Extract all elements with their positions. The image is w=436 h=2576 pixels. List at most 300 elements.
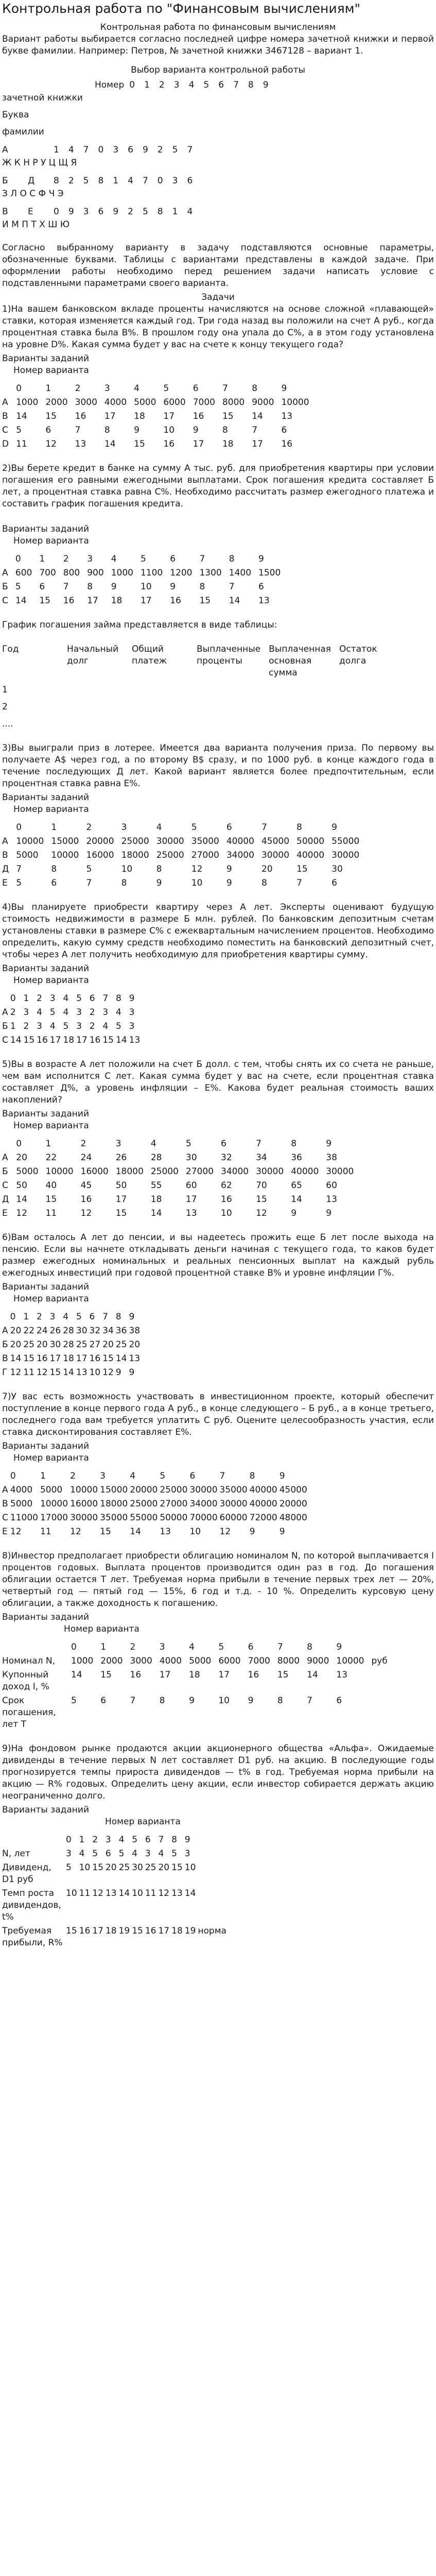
table-row: [2, 1324, 142, 1338]
table-cell: 17: [76, 1353, 88, 1364]
variant-row-values: [54, 205, 207, 219]
table-cell: 15: [256, 1194, 267, 1205]
table-cell: 10000: [40, 1499, 68, 1509]
table-cell: 16000: [80, 1166, 109, 1177]
table-cell: 11000: [10, 1513, 38, 1523]
variant-row-letters: Ж К Н Р У Ц Щ Я: [2, 158, 77, 168]
table-cell: 16: [75, 411, 86, 421]
row-label: B: [2, 411, 8, 421]
variant-value: 9: [68, 207, 74, 217]
table-cell: 4: [102, 1021, 109, 1031]
table-cell: 700: [39, 568, 56, 578]
table-header-row: [2, 1833, 229, 1847]
table-header-cell: 3: [49, 993, 56, 1004]
table-cell: 14: [252, 411, 263, 421]
schedule-empty-cell: [67, 714, 132, 731]
table-header-row: [2, 992, 142, 1006]
table-cell: 1300: [199, 568, 222, 578]
table-cell: 16000: [70, 1499, 98, 1509]
table-cell: 10: [140, 582, 152, 592]
table-cell: 1000: [16, 397, 39, 408]
table-cell: 1200: [170, 568, 193, 578]
table-cell: 12: [45, 439, 57, 449]
row-label: C: [2, 425, 8, 435]
table-cell: 17: [49, 1035, 61, 1045]
nomer-value: 2: [159, 80, 165, 90]
schedule-table: [2, 642, 404, 731]
variant-row-b: [2, 174, 434, 200]
nomer-value: 9: [263, 80, 269, 90]
table-header-cell: 9: [326, 1139, 332, 1149]
table-corner: [2, 992, 10, 1006]
task-8-text: 8)Инвестор предполагает приобрести облигацию номиналом N, по которой выплачивается I процентов годовых. Выплата процентов производится один раз в год. До погашения облигации остается T лет. Требуемая норма прибыли в течение первых трех лет — 20%, четвертый год — пятый год — 15%, 6 год и т.д. - 10 %. Определить курсовую цену облигации, а также доходность к погашению.: [2, 1551, 434, 1608]
table-row: [2, 876, 367, 890]
table-cell: 11: [45, 1208, 57, 1218]
table-cell: 12: [158, 1888, 170, 1899]
table-cell: 13: [185, 1208, 197, 1218]
table-cell: 18: [222, 439, 234, 449]
task-7-text: 7)У вас есть возможность участвовать в инвестиционном проекте, который обеспечит поступление в конце первого года А руб., в конце следующего – Б руб., а в конце третьего, последнего года вам требуется уплатить С руб. Оцените целесообразность участия, если ставка дисконтирования составляет Е%.: [2, 1392, 434, 1437]
table-header-cell: 0: [15, 554, 21, 564]
table-header-cell: 9: [279, 1471, 285, 1481]
table-row: [2, 1654, 395, 1668]
table-header-cell: 7: [102, 993, 109, 1004]
row-label: В: [2, 1353, 8, 1364]
table-cell: 15: [132, 1926, 143, 1936]
table-cell: 30000: [219, 1499, 248, 1509]
table-cell: 14: [71, 1670, 82, 1680]
table-cell: 24: [36, 1326, 48, 1336]
after-table-text: Согласно выбранному варианту в задачу подставляются основные параметры, обозначенные буквами. Таблицы с вариантами представлены в каждой задаче. При оформлении работы необходимо перед решением задачи написать условие с подставленными параметрами своего варианта.: [2, 243, 434, 289]
row-label: А: [2, 1007, 8, 1018]
table-cell: 5000: [16, 850, 39, 860]
table-cell: 55000: [130, 1513, 158, 1523]
table-header-cell: 6: [248, 1642, 254, 1652]
table-cell: 30000: [332, 850, 360, 860]
schedule-header-cell: Начальный долг: [67, 644, 119, 666]
schedule-empty-cell: [269, 714, 339, 731]
table-cell: 22: [45, 1153, 57, 1163]
table-cell: 2: [89, 1021, 95, 1031]
row-label: Д: [2, 1194, 9, 1205]
table-row: [2, 1338, 142, 1352]
table-cell: 10: [189, 1527, 201, 1537]
table-cell: 5: [15, 582, 21, 592]
table-cell: 800: [63, 568, 80, 578]
row-label: С: [2, 596, 8, 606]
table-cell: 5000: [10, 1499, 33, 1509]
table-row: [2, 1020, 142, 1033]
row-label: Купонный доход I, %: [2, 1670, 49, 1692]
variant-value: 6: [98, 207, 104, 217]
table-cell: 5000: [16, 1166, 39, 1177]
table-cell: 7: [297, 878, 302, 888]
table-cell: 15: [102, 1035, 114, 1045]
variant-value: 3: [113, 145, 119, 155]
schedule-empty-cell: [339, 714, 404, 731]
table-header-cell: 4: [111, 554, 117, 564]
table-cell: 2000: [100, 1656, 123, 1666]
table-cell: 13: [326, 1194, 337, 1205]
table-cell: 17: [252, 439, 263, 449]
table-cell: 13: [105, 1888, 117, 1899]
table-cell: 30000: [326, 1166, 354, 1177]
schedule-empty-cell: [269, 697, 339, 714]
table-cell: 9: [249, 1527, 255, 1537]
table-cell: 16000: [86, 850, 114, 860]
schedule-row: [2, 714, 404, 731]
table-cell: 16: [248, 1670, 259, 1680]
nomer-varianta-label: Номер варианта: [13, 1294, 89, 1304]
nomer-values: [129, 78, 283, 92]
row-label: Б: [2, 1021, 8, 1031]
table-cell: 9: [129, 1367, 135, 1378]
table-cell: 4000: [104, 397, 127, 408]
table-cell: 16: [145, 1926, 156, 1936]
nomer-value: 0: [129, 80, 135, 90]
table-cell: 45000: [261, 836, 290, 846]
table-cell: 25: [115, 1340, 127, 1350]
table-header-cell: 7: [261, 822, 267, 833]
table-cell: 13: [129, 1035, 141, 1045]
table-row: [2, 566, 288, 580]
table-cell: 16: [221, 1194, 232, 1205]
nomer-varianta-label: Номер варианта: [13, 536, 89, 546]
table-cell: 10: [79, 1862, 91, 1873]
table-cell: 16: [89, 1353, 101, 1364]
table-cell: 14: [10, 1353, 22, 1364]
schedule-empty-cell: [269, 680, 339, 697]
table-corner: [2, 1137, 16, 1151]
table-header-cell: 5: [76, 1312, 82, 1322]
table-cell: 60000: [219, 1513, 248, 1523]
table-cell: 12: [92, 1888, 103, 1899]
schedule-row: [2, 680, 404, 697]
table-cell: 4: [116, 1007, 121, 1018]
task-2: [2, 463, 434, 731]
table-row: [2, 1352, 142, 1366]
table-cell: 5: [16, 878, 22, 888]
table-cell: 24: [80, 1153, 92, 1163]
table-cell: 18: [189, 1670, 200, 1680]
table-cell: 15: [134, 439, 145, 449]
table-header-row: [2, 552, 288, 566]
variant-row-values: [54, 174, 207, 188]
variant-value: 8: [54, 176, 59, 186]
task-4-text: 4)Вы планируете приобрести квартиру через А лет. Эксперты оценивают будущую стоимость недвижимости в размере Б млн. рублей. По банковским депозитным счетам установлены ставки в размере С% с ежеквартальным начислением процентов. Необходимо определить, какую сумму средств необходимо поместить на банковский депозитный счет, чтобы через А лет получить необходимую для приобретения квартиры сумму.: [2, 902, 434, 960]
variant-row-extra: Е: [28, 207, 33, 217]
table-cell: 27000: [185, 1166, 214, 1177]
row-label: С: [2, 1180, 8, 1191]
table-cell: 6: [45, 425, 51, 435]
nomer-varianta-label: Номер варианта: [13, 1453, 89, 1463]
table-cell: 6: [100, 1696, 107, 1706]
zk-label: зачетной книжки: [2, 93, 83, 103]
row-label: Д: [2, 864, 9, 874]
variants-label: Варианты заданий: [2, 963, 90, 974]
table-cell: 3: [76, 1007, 82, 1018]
table-corner: [2, 1310, 10, 1324]
table-cell: 7: [75, 425, 81, 435]
schedule-header-cell: Остаток долга: [339, 644, 377, 666]
table-cell: 13: [258, 596, 270, 606]
task-5-table: [2, 1137, 361, 1221]
table-cell: 7000: [248, 1656, 270, 1666]
table-cell: 28: [63, 1340, 74, 1350]
table-header-cell: 6: [89, 1312, 95, 1322]
table-cell: 1000: [111, 568, 133, 578]
schedule-empty-cell: [197, 714, 269, 731]
table-header-cell: 1: [45, 1139, 51, 1149]
table-cell: 48000: [279, 1513, 307, 1523]
table-row: [2, 580, 288, 594]
row-label: А: [2, 1326, 8, 1336]
table-cell: 1500: [258, 568, 281, 578]
row-label: Дивиденд, D1 руб: [2, 1862, 51, 1885]
table-cell: 5: [116, 1021, 121, 1031]
table-row: [2, 1924, 229, 1950]
nomer-varianta-label: Номер варианта: [13, 365, 89, 376]
table-cell: 10000: [70, 1485, 98, 1495]
table-cell: 600: [15, 568, 32, 578]
row-label: В: [2, 1499, 8, 1509]
table-cell: 16: [79, 1926, 91, 1936]
table-cell: 5000: [40, 1485, 63, 1495]
table-cell: 34000: [226, 850, 254, 860]
table-cell: 9000: [307, 1656, 329, 1666]
task-9-text: 9)На фондовом рынке продаются акции акционерного общества «Альфа». Ожидаемые дивиденды в течение первых N лет составляет D1 руб. на акцию. В последующие годы прогнозируется темпы прироста дивидендов — t% в год. Требуемая норма прибыли на акцию — R% годовых. Определить цену акции, если инвестор собирается держать акцию неограниченно долго.: [2, 1743, 434, 1801]
table-cell: 10: [191, 878, 203, 888]
table-cell: 40000: [226, 836, 254, 846]
row-label: B: [2, 850, 8, 860]
table-cell: 15: [39, 596, 50, 606]
table-cell: 19: [184, 1926, 196, 1936]
table-header-cell: 5: [163, 383, 169, 394]
variant-value: 3: [172, 176, 178, 186]
table-cell: 9000: [252, 397, 274, 408]
table-header-cell: 6: [226, 822, 232, 833]
table-cell: 14: [104, 439, 116, 449]
table-header-cell: 0: [10, 1471, 16, 1481]
variant-selection-table: [2, 78, 283, 92]
table-cell: 32: [89, 1326, 101, 1336]
table-cell: 13: [76, 1367, 88, 1378]
table-cell: 15: [102, 1353, 114, 1364]
table-cell: 3: [145, 1849, 151, 1859]
variant-value: 4: [187, 207, 193, 217]
table-header-cell: 7: [222, 383, 228, 394]
table-cell: 8: [121, 878, 127, 888]
table-cell: 9: [134, 425, 139, 435]
table-cell: 17: [115, 1194, 127, 1205]
schedule-header-cell: Год: [2, 644, 19, 654]
task-8-table: [2, 1640, 395, 1732]
table-cell: 26: [49, 1326, 61, 1336]
table-header-cell: 1: [51, 822, 57, 833]
table-cell: 18: [63, 1035, 75, 1045]
table-header-cell: 8: [171, 1835, 177, 1845]
row-label: A: [2, 397, 8, 408]
task-4-table: [2, 992, 142, 1047]
schedule-empty-cell: [339, 680, 404, 697]
table-cell: 7000: [193, 397, 215, 408]
table-header-cell: 0: [66, 1835, 72, 1845]
table-row: [2, 1165, 361, 1179]
table-header-cell: 4: [118, 1835, 125, 1845]
table-cell: 2: [10, 1007, 16, 1018]
table-header-cell: 6: [221, 1139, 226, 1149]
table-cell: 15: [100, 1670, 112, 1680]
table-cell: 6: [105, 1849, 111, 1859]
table-cell: 40: [45, 1180, 57, 1191]
task-6-text: 6)Вам осталось А лет до пенсии, и вы надеетесь прожить еще Б лет после выхода на пенсию. Если вы начнете откладывать деньги начиная с текущего года, то каков будет размер ежегодных номинальных и реальных пенсионных выплат на каждый рубль ежегодных инвестиций при годовой процентной ставке В% и уровне инфляции Г%.: [2, 1232, 434, 1278]
page-title: Контрольная работа по "Финансовым вычислениям": [2, 1, 360, 16]
table-header-cell: 1: [39, 554, 45, 564]
table-cell: 19: [118, 1926, 130, 1936]
table-header-cell: 9: [336, 1642, 342, 1652]
table-cell: 16: [281, 439, 293, 449]
table-header-cell: 5: [160, 1471, 166, 1481]
table-header-cell: 4: [189, 1642, 195, 1652]
table-cell: 7: [252, 425, 258, 435]
task-6: [2, 1232, 434, 1380]
table-cell: 4: [63, 1007, 69, 1018]
table-cell: 22: [23, 1326, 34, 1336]
variant-value: 1: [113, 176, 119, 186]
task-9-table: [2, 1833, 229, 1950]
table-header-cell: 5: [191, 822, 197, 833]
table-cell: 3: [129, 1007, 135, 1018]
table-cell: 18: [171, 1926, 183, 1936]
variant-value: 6: [128, 145, 133, 155]
table-cell: 16: [193, 411, 204, 421]
table-row: [2, 862, 367, 876]
table-row: [2, 849, 367, 862]
table-cell: 20: [10, 1340, 22, 1350]
table-cell: 9: [189, 1696, 195, 1706]
table-cell: 7: [16, 864, 22, 874]
variant-value: 8: [157, 207, 163, 217]
variant-value: 4: [128, 176, 133, 186]
variants-label: Варианты заданий: [2, 524, 90, 534]
table-header-row: [2, 382, 317, 396]
table-cell: 7: [229, 582, 235, 592]
table-cell: 5000: [134, 397, 156, 408]
variant-row-letter: Б: [2, 176, 8, 186]
variant-row-values: [54, 143, 207, 157]
table-cell: 12: [10, 1527, 22, 1537]
table-row: [2, 1861, 229, 1887]
variant-value: 7: [142, 176, 148, 186]
task-1-table: [2, 382, 317, 451]
table-header-cell: 1: [40, 1471, 46, 1481]
row-label: С: [2, 1035, 8, 1045]
table-header-cell: 7: [199, 554, 205, 564]
table-cell: 5: [16, 425, 22, 435]
task-3-text: 3)Вы выиграли приз в лотерее. Имеется два варианта получения приза. По первому вы получаете A$ через год, а по второму B$ сразу, и по 1000 руб. в конце каждого года в течение последующих Д лет. Какой вариант является более предпочтительным, если процентная ставка равна Е%.: [2, 743, 434, 789]
table-cell: 13: [75, 439, 86, 449]
table-cell: 3: [37, 1021, 42, 1031]
table-cell: 5: [171, 1849, 177, 1859]
task-5-text: 5)Вы в возрасте А лет положили на счет Б долл. с тем, чтобы снять их со счета не раньше, чем вам исполнится С лет. Какая сумма будет у вас на счете, если процентная ставка составляет Д%, а уровень инфляции – Е%. Какова будет реальная стоимость ваших накоплений?: [2, 1059, 434, 1105]
row-label: Б: [2, 582, 8, 592]
table-cell: 17: [218, 1670, 230, 1680]
table-header-cell: 1: [45, 383, 51, 394]
variant-value: 5: [142, 207, 148, 217]
table-row: [2, 1668, 395, 1694]
table-cell: 5000: [189, 1656, 212, 1666]
table-cell: 11: [79, 1888, 91, 1899]
table-header-cell: 2: [80, 1139, 86, 1149]
variants-label: Варианты заданий: [2, 1282, 90, 1292]
table-cell: 8: [159, 1696, 165, 1706]
table-header-cell: 1: [23, 1312, 29, 1322]
table-header-cell: 8: [307, 1642, 312, 1652]
table-cell: 18: [105, 1926, 117, 1936]
variant-value: 1: [54, 145, 59, 155]
row-label: N, лет: [2, 1849, 30, 1859]
table-header-cell: 7: [158, 1835, 164, 1845]
schedule-empty-cell: [132, 680, 197, 697]
table-cell: 36: [291, 1153, 302, 1163]
table-cell: 17: [76, 1035, 88, 1045]
table-cell: 4: [79, 1849, 85, 1859]
table-cell: 16: [170, 596, 181, 606]
table-cell: 6: [332, 878, 337, 888]
task-9: [2, 1743, 434, 1950]
table-header-cell: 3: [104, 383, 110, 394]
nomer-varianta-label: Номер варианта: [13, 975, 89, 986]
table-cell: 27: [89, 1340, 101, 1350]
table-row: [2, 1151, 361, 1165]
table-cell: 18: [150, 1194, 162, 1205]
task-6-table: [2, 1310, 142, 1380]
table-cell: 10: [163, 425, 175, 435]
schedule-row: [2, 697, 404, 714]
table-header-cell: 0: [71, 1642, 77, 1652]
table-cell: 25: [23, 1340, 34, 1350]
table-cell: 36: [115, 1326, 127, 1336]
table-cell: 12: [102, 1367, 114, 1378]
table-header-cell: 8: [115, 1312, 121, 1322]
table-cell: 30000: [70, 1513, 98, 1523]
nomer-value: 5: [203, 80, 210, 90]
table-cell: 25: [145, 1862, 156, 1873]
table-cell: 4000: [10, 1485, 33, 1495]
table-header-cell: 4: [134, 383, 139, 394]
table-cell: 9: [170, 582, 176, 592]
table-header-cell: 0: [16, 383, 22, 394]
table-cell: 20: [105, 1862, 117, 1873]
table-cell: 15: [171, 1862, 183, 1873]
nomer-varianta-label: Номер варианта: [105, 1817, 181, 1827]
table-row: [2, 1033, 142, 1047]
table-cell: 30: [49, 1340, 61, 1350]
table-cell: 25000: [160, 1485, 188, 1495]
table-cell: 35000: [100, 1513, 128, 1523]
table-cell: 20: [16, 1153, 27, 1163]
table-cell: 8: [87, 582, 93, 592]
table-header-cell: 3: [100, 1471, 106, 1481]
variant-value: 5: [83, 176, 89, 186]
table-cell: 5: [49, 1007, 56, 1018]
bukva-label: Буква: [2, 110, 29, 120]
table-cell: 2: [89, 1007, 95, 1018]
table-cell: 9: [326, 1208, 332, 1218]
table-cell: 34: [102, 1326, 114, 1336]
table-cell: 30: [76, 1326, 88, 1336]
table-cell: 14: [116, 1035, 127, 1045]
